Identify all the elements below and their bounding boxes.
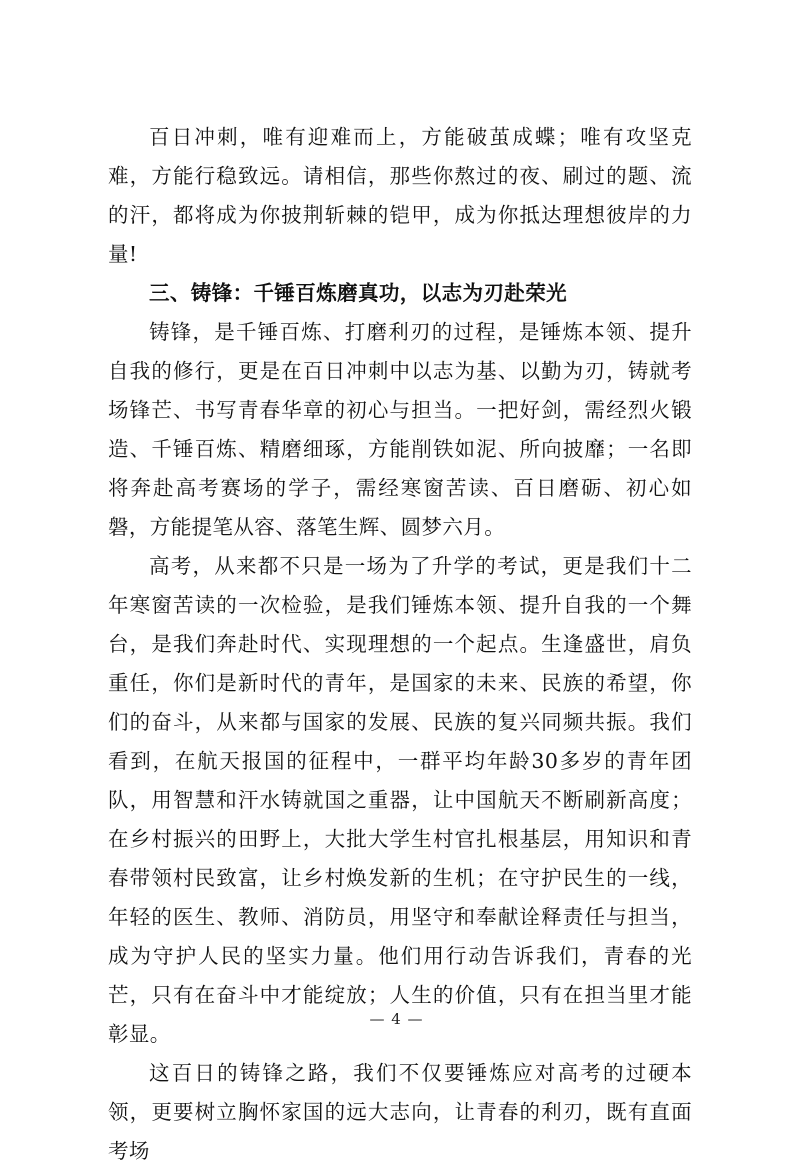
paragraph-persistence: 百日冲刺，唯有迎难而上，方能破茧成蝶；唯有攻坚克难，方能行稳致远。请相信，那些你熬过的夜、刷过的题、流的汗，都将成为你披荆斩棘的铠甲，成为你抵达理想彼岸的力量! (108, 125, 692, 266)
paragraph-forging-meaning: 铸锋，是千锤百炼、打磨利刃的过程，是锤炼本领、提升自我的修行，更是在百日冲刺中以志为基、以勤为刃，铸就考场锋芒、书写青春华章的初心与担当。一把好剑，需经烈火锻造、千锤百炼、精磨细琢，方能削铁如泥、所向披靡；一名即将奔赴高考赛场的学子，需经寒窗苦读、百日磨砺、初心如磐，方能提笔从容、落笔生辉、圆梦六月。 (108, 320, 692, 539)
paragraph-forging-path: 这百日的铸锋之路，我们不仅要锤炼应对高考的过硬本领，更要树立胸怀家国的远大志向，让青春的利刃，既有直面考场 (108, 1061, 692, 1163)
paragraph-gaokao-significance: 高考，从来都不只是一场为了升学的考试，更是我们十二年寒窗苦读的一次检验，是我们锤炼本领、提升自我的一个舞台，是我们奔赴时代、实现理想的一个起点。生逢盛世，肩负重任，你们是新时代的青年，是国家的未来、民族的希望，你们的奋斗，从来都与国家的发展、民族的复兴同频共振。我们看到，在航天报国的征程中，一群平均年龄30多岁的青年团队，用智慧和汗水铸就国之重器，让中国航天不断刷新高度；在乡村振兴的田野上，大批大学生村官扎根基层，用知识和青春带领村民致富，让乡村焕发新的生机；在守护民生的一线，年轻的医生、教师、消防员，用坚守和奉献诠释责任与担当，成为守护人民的坚实力量。他们用行动告诉我们，青春的光芒，只有在奋斗中才能绽放；人生的价值，只有在担当里才能彰显。 (108, 554, 692, 1046)
page-number: — 4 — (369, 1010, 424, 1028)
section-heading-forging: 三、铸锋：千锤百炼磨真功，以志为刃赴荣光 (149, 281, 567, 305)
